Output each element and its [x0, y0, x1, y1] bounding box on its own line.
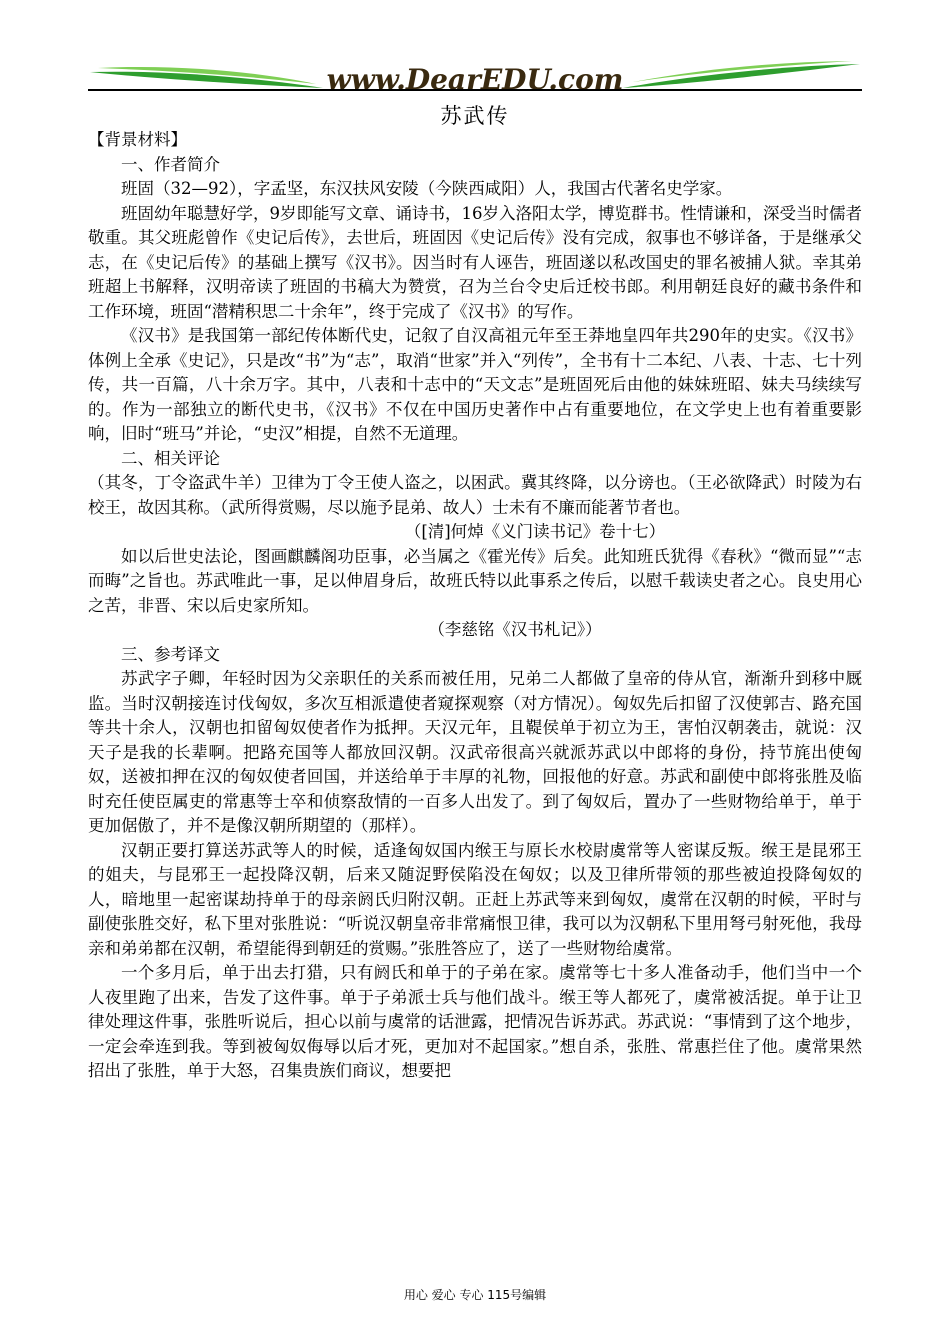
paragraph: 《汉书》是我国第一部纪传体断代史，记叙了自汉高祖元年至王莽地皇四年共290年的史实。《汉书》体例上全承《史记》，只是改“书”为“志”，取消“世家”并入“列传”，全书有十二本纪、八表、十志、七十列传，共一百篇，八十余万字。其中，八表和十志中的“天文志”是班固死后由他的妹妹班昭、妹夫马续续写的。作为一部独立的断代史书，《汉书》不仅在中国历史著作中占有重要地位，在文学史上也有着重要影响，旧时“班马”并论，“史汉”相提，自然不无道理。: [88, 326, 862, 443]
paragraph: 汉朝正要打算送苏武等人的时候，适逢匈奴国内缑王与原长水校尉虞常等人密谋反叛。缑王是昆邪王的姐夫，与昆邪王一起投降汉朝，后来又随浞野侯陷没在匈奴；以及卫律所带领的那些被迫投降匈奴的人，暗地里一起密谋劫持单于的母亲阏氏归附汉朝。正赶上苏武等来到匈奴，虞常在汉朝的时候，平时与副使张胜交好，私下里对张胜说：“听说汉朝皇帝非常痛恨卫律，我可以为汉朝私下里用弩弓射死他，我母亲和弟弟都在汉朝，希望能得到朝廷的赏赐。”张胜答应了，送了一些财物给虞常。: [88, 840, 862, 958]
comment-source: （[清]何焯《义门读书记》卷十七）: [404, 522, 666, 541]
page-footer: 用心 爱心 专心 115号编辑: [403, 1288, 547, 1302]
section-heading-translation: 三、参考译文: [121, 644, 220, 664]
document-body: [88, 128, 862, 1084]
leaf-swoosh-logo: [88, 58, 862, 98]
logo-text: www.DearEDU.com: [326, 63, 624, 96]
section-heading-comments: 二、相关评论: [121, 448, 220, 468]
site-logo-banner: [88, 58, 862, 98]
section-heading-author: 一、作者简介: [121, 154, 220, 174]
paragraph: 一个多月后，单于出去打猎，只有阏氏和单于的子弟在家。虞常等七十多人准备动手，他们当中一个人夜里跑了出来，告发了这件事。单于子弟派士兵与他们战斗。缑王等人都死了，虞常被活捉。单于让卫律处理这件事，张胜听说后，担心以前与虞常的话泄露，把情况告诉苏武。苏武说：“事情到了这个地步，一定会牵连到我。等到被匈奴侮辱以后才死，更加对不起国家。”想自杀，张胜、常惠拦住了他。虞常果然招出了张胜，单于大怒，召集贵族们商议，想要把: [88, 963, 862, 1080]
paragraph: 班固（32—92），字孟坚，东汉扶风安陵（今陕西咸阳）人，我国古代著名史学家。: [121, 179, 733, 198]
comment-quote: 如以后世史法论，图画麒麟阁功臣事，必当属之《霍光传》后矣。此知班氏犹得《春秋》“微而显”“志而晦”之旨也。苏武唯此一事，足以伸眉身后，故班氏特以此事系之传后，以慰千载读史者之心。良史用心之苦，非晋、宋以后史家所知。: [88, 546, 862, 615]
paragraph: 苏武字子卿，年轻时因为父亲职任的关系而被任用，兄弟二人都做了皇帝的侍从官，渐渐升到移中厩监。当时汉朝接连讨伐匈奴，多次互相派遣使者窥探观察（对方情况）。匈奴先后扣留了汉使郭吉、路充国等共十余人，汉朝也扣留匈奴使者作为抵押。天汉元年，且鞮侯单于初立为王，害怕汉朝袭击，就说：汉天子是我的长辈啊。把路充国等人都放回汉朝。汉武帝很高兴就派苏武以中郎将的身份，持节旄出使匈奴，送被扣押在汉的匈奴使者回国，并送给单于丰厚的礼物，回报他的好意。苏武和副使中郎将张胜及临时充任使臣属吏的常惠等士卒和侦察敌情的一百多人出发了。到了匈奴后，置办了一些财物给单于，单于更加倨傲了，并不是像汉朝所期望的（那样）。: [88, 669, 862, 835]
section-tag: 【背景材料】: [88, 130, 187, 149]
paragraph: 班固幼年聪慧好学，9岁即能写文章、诵诗书，16岁入洛阳太学，博览群书。性情谦和，深受当时儒者敬重。其父班彪曾作《史记后传》，去世后，班固因《史记后传》没有完成，叙事也不够详备，于是继承父志，在《史记后传》的基础上撰写《汉书》。因当时有人诬告，班固遂以私改国史的罪名被捕人狱。幸其弟班超上书解释，汉明帝读了班固的书稿大为赞赏，召为兰台令史后迁校书郎。利用朝廷良好的藏书条件和工作环境，班固“潜精积思二十余年”，终于完成了《汉书》的写作。: [88, 203, 862, 321]
header-rule: [88, 89, 862, 91]
comment-source: （李慈铭《汉书札记》）: [428, 620, 602, 639]
comment-quote: （其冬，丁令盗武牛羊）卫律为丁令王使人盗之，以困武。冀其终降，以分谤也。（王必欲降武）时陵为右校王，故因其称。（武所得赏赐，尽以施予昆弟、故人）士未有不廉而能著节者也。: [88, 473, 862, 517]
page-title: 苏武传: [440, 104, 510, 128]
